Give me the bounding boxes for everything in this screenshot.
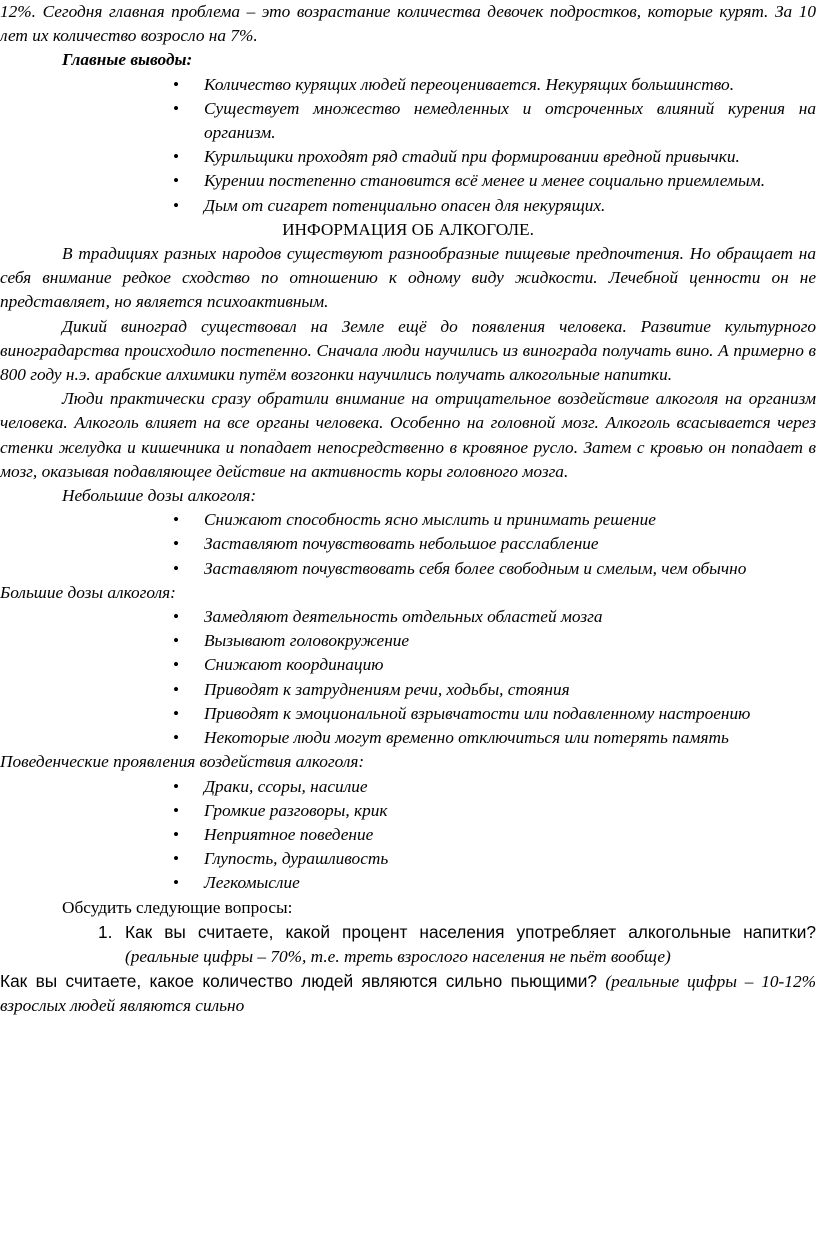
question-text: Как вы считаете, какой процент населения употребляет алкогольные напитки? xyxy=(125,921,816,942)
bullet-icon: • xyxy=(173,631,180,651)
list-item xyxy=(0,920,816,969)
list-item: • Громкие разговоры, крик xyxy=(0,799,816,823)
bullet-icon: • xyxy=(173,776,180,796)
discussion-list xyxy=(0,920,816,969)
bullet-icon: • xyxy=(173,873,180,893)
list-item: • Количество курящих людей переоценивается. Некурящих большинство. xyxy=(0,73,816,97)
bullet-icon: • xyxy=(173,824,180,844)
small-doses-list xyxy=(0,508,816,581)
bullet-icon: • xyxy=(173,728,180,748)
paragraph-grapes: Дикий виноград существовал на Земле ещё до появления человека. Развитие культурного виноградарства происходило постепенно. Сначала люди научились из винограда получать вино. А примерно в 800 году н.э. арабские алхимики путём возгонки научились получать алкогольные напитки. xyxy=(0,316,816,385)
list-item: • Вызывают головокружение xyxy=(0,629,816,653)
list-item: • Приводят к затруднениям речи, ходьбы, стояния xyxy=(0,678,816,702)
list-number: 1. xyxy=(98,921,113,942)
alcohol-heading: ИНФОРМАЦИЯ ОБ АЛКОГОЛЕ. xyxy=(282,219,534,239)
list-item: • Глупость, дурашливость xyxy=(0,847,816,871)
question-2 xyxy=(0,969,816,1018)
list-item: • Существует множество немедленных и отсроченных влияний курения на организм. xyxy=(173,98,816,143)
bullet-icon: • xyxy=(173,74,180,94)
bullet-icon: • xyxy=(173,98,180,118)
bullet-icon: • xyxy=(173,800,180,820)
behavior-title: Поведенческие проявления воздействия алкоголя: xyxy=(0,752,365,772)
list-item: • Драки, ссоры, насилие xyxy=(0,775,816,799)
bullet-icon: • xyxy=(173,147,180,167)
list-item: • Заставляют почувствовать небольшое расслабление xyxy=(0,532,816,556)
list-item: • Некоторые люди могут временно отключиться или потерять память xyxy=(0,726,816,750)
large-doses-list xyxy=(0,605,816,750)
list-item: • Снижают способность ясно мыслить и принимать решение xyxy=(0,508,816,532)
list-item: • Заставляют почувствовать себя более свободным и смелым, чем обычно xyxy=(0,557,816,581)
bullet-icon: • xyxy=(173,679,180,699)
bullet-icon: • xyxy=(173,607,180,627)
behavior-list xyxy=(0,775,816,896)
list-item: • Неприятное поведение xyxy=(0,823,816,847)
list-item: • Приводят к эмоциональной взрывчатости или подавленному настроению xyxy=(0,702,816,726)
bullet-icon: • xyxy=(173,195,180,215)
bullet-icon: • xyxy=(173,534,180,554)
paragraph-smoking-intro: 12%. Сегодня главная проблема – это возрастание количества девочек подростков, которые курят. За 10 лет их количество возросло на 7%. xyxy=(0,2,816,46)
list-item: • Снижают координацию xyxy=(0,653,816,677)
list-item: • Курении постепенно становится всё менее и менее социально приемлемым. xyxy=(0,169,816,193)
bullet-icon: • xyxy=(173,655,180,675)
bullet-icon: • xyxy=(173,703,180,723)
list-item: • Дым от сигарет потенциально опасен для некурящих. xyxy=(0,194,816,218)
conclusions-title: Главные выводы: xyxy=(62,50,193,70)
discussion-title: Обсудить следующие вопросы: xyxy=(62,897,293,917)
answer-text: (реальные цифры – 70%, т.е. треть взрослого населения не пьёт вообще) xyxy=(125,946,671,966)
large-doses-title: Большие дозы алкоголя: xyxy=(0,582,176,602)
small-doses-title: Небольшие дозы алкоголя: xyxy=(62,486,257,506)
list-item: • Замедляют деятельность отдельных областей мозга xyxy=(0,605,816,629)
bullet-icon: • xyxy=(173,849,180,869)
bullet-icon: • xyxy=(173,171,180,191)
answer-text: (реальные цифры – 10-12% взрослых людей являются сильно xyxy=(0,972,816,1016)
bullet-icon: • xyxy=(173,558,180,578)
conclusions-list xyxy=(0,73,816,218)
question-text: Как вы считаете, какое количество людей являются сильно пьющими? xyxy=(0,971,606,992)
list-item: • Легкомыслие xyxy=(0,871,816,895)
list-item: • Курильщики проходят ряд стадий при формировании вредной привычки. xyxy=(0,145,816,169)
paragraph-traditions: В традициях разных народов существуют разнообразные пищевые предпочтения. Но обращает на себя внимание редкое сходство по отношению к одному виду жидкости. Лечебной ценности он не представляет, но является психоактивным. xyxy=(0,244,816,312)
paragraph-effects: Люди практически сразу обратили внимание на отрицательное воздействие алкоголя на организм человека. Алкоголь влияет на все органы человека. Особенно на головной мозг. Алкоголь всасывается через стенки желудка и кишечника и попадает непосредственно в кровяное русло. Затем с кровью он попадает в мозг, оказывая подавляющее действие на активность коры головного мозга. xyxy=(0,389,816,481)
bullet-icon: • xyxy=(173,510,180,530)
